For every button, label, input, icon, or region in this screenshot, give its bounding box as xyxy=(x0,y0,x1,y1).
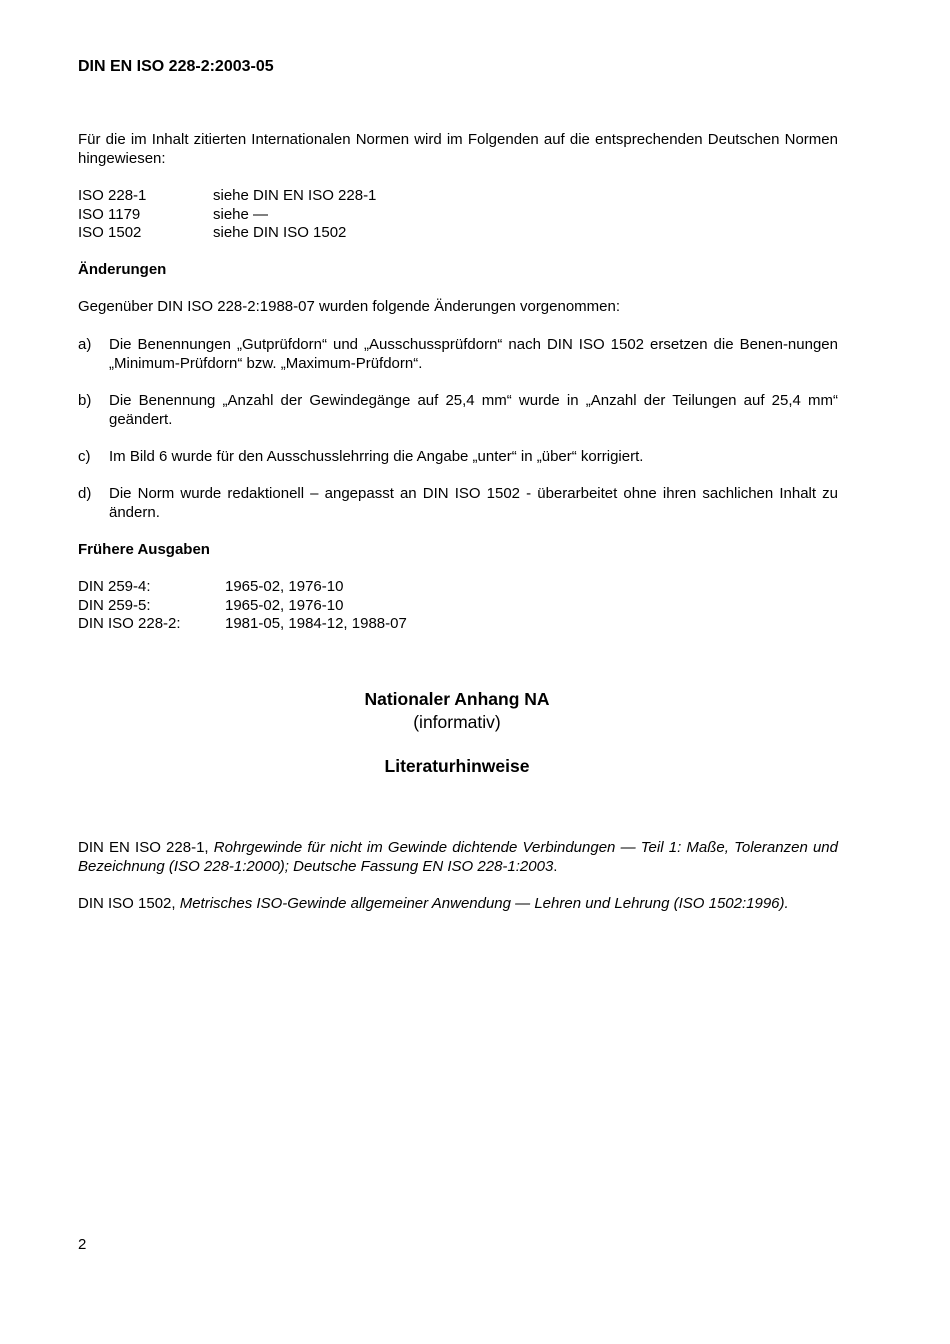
change-item-text: Die Benennungen „Gutprüfdorn“ und „Ausschussprüfdorn“ nach DIN ISO 1502 ersetzen die Benen-nungen „Minimum-Prüfdorn“ bzw. „Maximum-Prüfdorn“. xyxy=(109,336,838,372)
edition-dates: 1965-02, 1976-10 xyxy=(225,596,344,614)
previous-edition-row xyxy=(78,578,407,597)
reference-entry xyxy=(78,895,838,914)
changes-heading: Änderungen xyxy=(78,261,167,278)
change-item xyxy=(78,485,838,522)
change-item-letter: d) xyxy=(78,485,92,502)
edition-dates: 1981-05, 1984-12, 1988-07 xyxy=(225,615,407,632)
previous-editions-list xyxy=(78,578,838,634)
edition-norm: DIN 259-5: xyxy=(78,596,151,614)
reference-id: DIN ISO 1502, xyxy=(78,895,180,912)
change-item-text: Die Norm wurde redaktionell – angepasst an DIN ISO 1502 - überarbeitet ohne ihren sachlichen Inhalt zu ändern. xyxy=(109,485,838,521)
change-item-letter: b) xyxy=(78,392,92,409)
reference-tail: . xyxy=(553,857,558,875)
din-reference: siehe — xyxy=(213,205,269,223)
iso-norm: ISO 228-1 xyxy=(78,187,147,204)
change-item-letter: a) xyxy=(78,336,92,353)
din-reference: siehe DIN ISO 1502 xyxy=(213,224,347,241)
change-item-text: Im Bild 6 wurde für den Ausschusslehrring die Angabe „unter“ in „über“ korrigiert. xyxy=(109,448,644,465)
changes-intro: Gegenüber DIN ISO 228-2:1988-07 wurden folgende Änderungen vorgenommen: xyxy=(78,298,621,315)
din-reference: siehe DIN EN ISO 228-1 xyxy=(213,187,377,204)
norm-mapping-table xyxy=(78,187,376,243)
reference-title: Rohrgewinde für nicht im Gewinde dichtende Verbindungen — Teil 1: Maße, Toleranzen und Bezeichnung (ISO 228-1:2000); Deutsche Fassung EN ISO 228-1:2003 xyxy=(78,839,838,875)
edition-norm: DIN 259-4: xyxy=(78,578,151,595)
previous-edition-row xyxy=(78,597,407,616)
change-item xyxy=(78,448,838,467)
change-item-letter: c) xyxy=(78,448,91,465)
reference-entry xyxy=(78,839,838,876)
reference-id: DIN EN ISO 228-1, xyxy=(78,839,214,856)
annex-title: Nationaler Anhang NA xyxy=(364,689,550,709)
document-header-title: DIN EN ISO 228-2:2003-05 xyxy=(78,58,274,75)
edition-norm: DIN ISO 228-2: xyxy=(78,615,181,632)
annex-subtitle: (informativ) xyxy=(413,712,501,732)
intro-paragraph: Für die im Inhalt zitierten Internationalen Normen wird im Folgenden auf die entsprechenden Deutschen Normen hingewiesen: xyxy=(78,131,838,167)
previous-edition-row xyxy=(78,615,407,634)
norm-mapping-row xyxy=(78,224,376,243)
iso-norm: ISO 1502 xyxy=(78,224,142,241)
change-item xyxy=(78,392,838,429)
norm-mapping-list xyxy=(78,187,838,243)
bibliography-title: Literaturhinweise xyxy=(384,756,530,776)
edition-dates: 1965-02, 1976-10 xyxy=(225,578,344,595)
change-item xyxy=(78,336,838,373)
reference-title: Metrisches ISO-Gewinde allgemeiner Anwendung — Lehren und Lehrung (ISO 1502:1996). xyxy=(179,895,789,912)
page-number: 2 xyxy=(78,1236,87,1253)
previous-editions-heading: Frühere Ausgaben xyxy=(78,541,210,558)
change-item-text: Die Benennung „Anzahl der Gewindegänge auf 25,4 mm“ wurde in „Anzahl der Teilungen auf 25,4 mm“ geändert. xyxy=(109,392,838,428)
norm-mapping-row xyxy=(78,187,376,206)
iso-norm: ISO 1179 xyxy=(78,205,141,223)
norm-mapping-row xyxy=(78,206,376,225)
previous-editions-table xyxy=(78,578,407,634)
